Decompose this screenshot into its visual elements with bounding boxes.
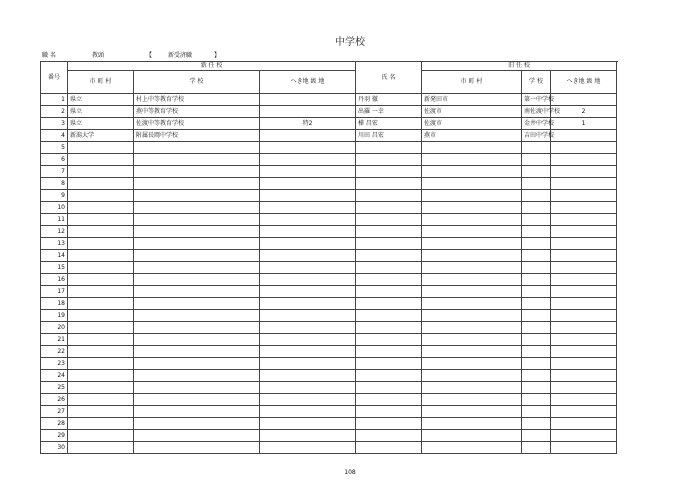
new-remote-cell: [260, 298, 356, 310]
new-remote-cell: [260, 310, 356, 322]
row-number: 29: [41, 430, 68, 442]
new-city-cell: [68, 334, 134, 346]
old-city-cell: 佐渡市: [422, 118, 522, 130]
row-number: 5: [41, 142, 68, 154]
old-school-cell: [522, 142, 551, 154]
bracket-open: 【: [146, 52, 153, 59]
name-cell: [356, 346, 422, 358]
table-row: [41, 346, 617, 358]
new-school-cell: [134, 178, 260, 190]
table-row: [41, 142, 617, 154]
old-school-cell: [522, 334, 551, 346]
old-school-cell: [522, 274, 551, 286]
new-school-cell: [134, 298, 260, 310]
old-remote-cell: [551, 214, 617, 226]
table-row: [41, 190, 617, 202]
new-remote-cell: [260, 442, 356, 454]
old-remote-cell: [551, 178, 617, 190]
new-city-cell: [68, 274, 134, 286]
old-school-cell: 金井中学校: [522, 118, 551, 130]
bracket-close: 】: [214, 52, 221, 59]
old-remote-cell: [551, 298, 617, 310]
name-cell: 樺 昌宏: [356, 118, 422, 130]
new-school-cell: [134, 334, 260, 346]
row-number: 23: [41, 358, 68, 370]
new-school-cell: [134, 370, 260, 382]
new-city-cell: [68, 154, 134, 166]
new-remote-cell: [260, 370, 356, 382]
new-remote-cell: [260, 322, 356, 334]
row-number: 17: [41, 286, 68, 298]
name-cell: [356, 262, 422, 274]
old-col-city-header: 市 町 村: [422, 71, 522, 94]
old-school-cell: [522, 166, 551, 178]
new-col-school-header: 学 校: [134, 71, 260, 94]
old-remote-cell: [551, 202, 617, 214]
old-school-group-header: 旧 任 校: [422, 62, 617, 71]
new-remote-cell: [260, 334, 356, 346]
table-row: [41, 406, 617, 418]
table-row: [41, 322, 617, 334]
old-remote-cell: [551, 262, 617, 274]
new-remote-cell: [260, 94, 356, 106]
old-school-cell: [522, 214, 551, 226]
new-remote-cell: [260, 154, 356, 166]
old-city-cell: 燕市: [422, 130, 522, 142]
old-school-cell: [522, 322, 551, 334]
row-number: 16: [41, 274, 68, 286]
new-city-cell: [68, 430, 134, 442]
new-remote-cell: [260, 406, 356, 418]
table-row: [41, 274, 617, 286]
row-number: 19: [41, 310, 68, 322]
new-school-cell: [134, 346, 260, 358]
old-city-cell: 新発田市: [422, 94, 522, 106]
old-remote-cell: [551, 322, 617, 334]
old-city-cell: [422, 154, 522, 166]
new-remote-cell: [260, 418, 356, 430]
row-number: 10: [41, 202, 68, 214]
table-row: [41, 238, 617, 250]
old-city-cell: [422, 238, 522, 250]
old-remote-cell: [551, 310, 617, 322]
row-number: 22: [41, 346, 68, 358]
table-row: [41, 118, 617, 130]
table-row: [41, 370, 617, 382]
new-remote-cell: [260, 106, 356, 118]
new-school-cell: 附属長岡中学校: [134, 130, 260, 142]
row-number: 12: [41, 226, 68, 238]
new-city-cell: [68, 226, 134, 238]
old-remote-cell: [551, 142, 617, 154]
new-school-cell: [134, 154, 260, 166]
table-row: [41, 202, 617, 214]
new-remote-cell: [260, 358, 356, 370]
old-city-cell: [422, 226, 522, 238]
name-cell: [356, 214, 422, 226]
new-school-cell: [134, 226, 260, 238]
name-cell: [356, 358, 422, 370]
new-school-cell: [134, 382, 260, 394]
category-label: 新受済職: [168, 52, 193, 59]
old-remote-cell: [551, 226, 617, 238]
row-number: 20: [41, 322, 68, 334]
row-number: 3: [41, 118, 68, 130]
old-city-cell: [422, 394, 522, 406]
old-school-cell: [522, 202, 551, 214]
new-remote-cell: [260, 226, 356, 238]
old-city-cell: [422, 202, 522, 214]
page-title: 中学校: [335, 37, 365, 48]
old-school-cell: [522, 190, 551, 202]
table-row: [41, 226, 617, 238]
old-remote-cell: [551, 166, 617, 178]
new-school-cell: [134, 310, 260, 322]
old-city-cell: [422, 142, 522, 154]
new-school-cell: 村上中等教育学校: [134, 94, 260, 106]
new-school-cell: [134, 322, 260, 334]
new-school-cell: [134, 358, 260, 370]
table-row: [41, 298, 617, 310]
row-number: 2: [41, 106, 68, 118]
old-city-cell: [422, 310, 522, 322]
old-city-cell: [422, 358, 522, 370]
old-school-cell: 吉田中学校: [522, 130, 551, 142]
new-remote-cell: [260, 394, 356, 406]
name-cell: [356, 298, 422, 310]
table-row: [41, 310, 617, 322]
new-city-cell: [68, 442, 134, 454]
new-remote-cell: [260, 178, 356, 190]
row-number: 14: [41, 250, 68, 262]
old-remote-cell: [551, 334, 617, 346]
name-cell: [356, 238, 422, 250]
old-city-cell: [422, 178, 522, 190]
old-city-cell: [422, 166, 522, 178]
new-city-cell: [68, 190, 134, 202]
old-school-cell: [522, 442, 551, 454]
old-remote-cell: [551, 358, 617, 370]
table-row: [41, 418, 617, 430]
old-city-cell: [422, 190, 522, 202]
new-city-cell: [68, 202, 134, 214]
old-remote-cell: [551, 238, 617, 250]
old-school-cell: [522, 358, 551, 370]
name-cell: [356, 430, 422, 442]
new-remote-cell: [260, 346, 356, 358]
new-school-cell: 佐渡中等教育学校: [134, 118, 260, 130]
name-cell: [356, 142, 422, 154]
name-cell: [356, 286, 422, 298]
old-city-cell: [422, 322, 522, 334]
new-city-cell: [68, 418, 134, 430]
old-school-cell: [522, 418, 551, 430]
table-row: [41, 334, 617, 346]
new-school-cell: [134, 214, 260, 226]
table-row: [41, 154, 617, 166]
row-number: 4: [41, 130, 68, 142]
new-school-cell: [134, 238, 260, 250]
new-col-remote-header: へき地 級 地: [260, 71, 356, 94]
name-cell: [356, 394, 422, 406]
old-remote-cell: 2: [551, 106, 617, 118]
new-school-cell: [134, 166, 260, 178]
name-cell: 出羅 一幸: [356, 106, 422, 118]
old-city-cell: [422, 214, 522, 226]
table-row: [41, 250, 617, 262]
name-cell: [356, 178, 422, 190]
new-remote-cell: 特2: [260, 118, 356, 130]
row-number: 24: [41, 370, 68, 382]
new-school-cell: [134, 406, 260, 418]
name-cell: [356, 310, 422, 322]
old-remote-cell: [551, 154, 617, 166]
table-row: [41, 394, 617, 406]
old-remote-cell: [551, 442, 617, 454]
new-city-cell: [68, 214, 134, 226]
old-school-cell: [522, 262, 551, 274]
new-remote-cell: [260, 166, 356, 178]
new-remote-cell: [260, 262, 356, 274]
new-remote-cell: [260, 382, 356, 394]
col-number-header: 番号: [41, 62, 68, 94]
new-school-cell: [134, 394, 260, 406]
name-cell: [356, 166, 422, 178]
table-row: [41, 94, 617, 106]
row-number: 27: [41, 406, 68, 418]
old-city-cell: [422, 250, 522, 262]
old-remote-cell: [551, 430, 617, 442]
old-city-cell: [422, 274, 522, 286]
new-city-cell: [68, 250, 134, 262]
new-remote-cell: [260, 130, 356, 142]
name-cell: [356, 370, 422, 382]
row-number: 25: [41, 382, 68, 394]
table-row: [41, 178, 617, 190]
row-number: 18: [41, 298, 68, 310]
row-number: 6: [41, 154, 68, 166]
new-city-cell: [68, 262, 134, 274]
old-city-cell: [422, 334, 522, 346]
new-school-cell: [134, 262, 260, 274]
new-city-cell: 新潟大学: [68, 130, 134, 142]
old-school-cell: 南佐渡中学校: [522, 106, 551, 118]
old-school-cell: [522, 154, 551, 166]
table-row: [41, 106, 617, 118]
row-number: 9: [41, 190, 68, 202]
table-row: [41, 442, 617, 454]
old-city-cell: [422, 370, 522, 382]
old-remote-cell: [551, 250, 617, 262]
row-number: 1: [41, 94, 68, 106]
old-school-cell: [522, 346, 551, 358]
name-cell: [356, 226, 422, 238]
old-remote-cell: 1: [551, 118, 617, 130]
new-remote-cell: [260, 250, 356, 262]
old-school-cell: [522, 286, 551, 298]
table-row: [41, 286, 617, 298]
old-city-cell: [422, 286, 522, 298]
old-remote-cell: [551, 406, 617, 418]
new-school-cell: 燕中等教育学校: [134, 106, 260, 118]
old-col-remote-header: へき地 級 地: [551, 71, 617, 94]
new-city-cell: [68, 322, 134, 334]
row-number: 13: [41, 238, 68, 250]
old-city-cell: [422, 262, 522, 274]
name-cell: [356, 250, 422, 262]
new-remote-cell: [260, 202, 356, 214]
old-school-cell: [522, 370, 551, 382]
name-cell: [356, 334, 422, 346]
row-number: 8: [41, 178, 68, 190]
name-cell: [356, 190, 422, 202]
new-remote-cell: [260, 274, 356, 286]
table-row: [41, 130, 617, 142]
new-col-city-header: 市 町 村: [68, 71, 134, 94]
old-school-cell: [522, 406, 551, 418]
new-school-cell: [134, 442, 260, 454]
new-school-cell: [134, 430, 260, 442]
new-city-cell: [68, 310, 134, 322]
new-remote-cell: [260, 430, 356, 442]
table-row: [41, 166, 617, 178]
new-city-cell: [68, 298, 134, 310]
new-school-cell: [134, 142, 260, 154]
old-school-cell: [522, 430, 551, 442]
old-remote-cell: [551, 274, 617, 286]
new-city-cell: [68, 370, 134, 382]
new-city-cell: [68, 382, 134, 394]
row-number: 7: [41, 166, 68, 178]
table-row: [41, 430, 617, 442]
name-cell: [356, 322, 422, 334]
table-row: [41, 358, 617, 370]
new-city-cell: [68, 358, 134, 370]
old-school-cell: [522, 298, 551, 310]
old-city-cell: [422, 346, 522, 358]
new-school-cell: [134, 250, 260, 262]
old-city-cell: [422, 406, 522, 418]
new-city-cell: 県立: [68, 94, 134, 106]
row-number: 15: [41, 262, 68, 274]
new-city-cell: [68, 406, 134, 418]
old-remote-cell: [551, 286, 617, 298]
name-cell: [356, 202, 422, 214]
old-remote-cell: [551, 94, 617, 106]
table-row: [41, 262, 617, 274]
table-row: [41, 382, 617, 394]
old-remote-cell: [551, 130, 617, 142]
old-school-cell: [522, 178, 551, 190]
new-remote-cell: [260, 214, 356, 226]
page-number: 108: [344, 469, 356, 476]
row-number: 28: [41, 418, 68, 430]
old-city-cell: [422, 298, 522, 310]
new-school-cell: [134, 286, 260, 298]
name-cell: [356, 274, 422, 286]
new-city-cell: [68, 142, 134, 154]
old-city-cell: [422, 442, 522, 454]
old-school-cell: [522, 310, 551, 322]
new-city-cell: [68, 238, 134, 250]
position-label: 職 名: [42, 52, 56, 59]
personnel-table: [40, 61, 617, 454]
name-cell: [356, 382, 422, 394]
old-city-cell: [422, 418, 522, 430]
old-col-school-header: 学 校: [522, 71, 551, 94]
new-city-cell: [68, 178, 134, 190]
new-school-cell: [134, 274, 260, 286]
old-city-cell: [422, 382, 522, 394]
old-city-cell: [422, 430, 522, 442]
row-number: 26: [41, 394, 68, 406]
new-school-cell: [134, 418, 260, 430]
new-city-cell: [68, 346, 134, 358]
position-value: 教頭: [92, 52, 105, 59]
name-cell: [356, 406, 422, 418]
old-remote-cell: [551, 394, 617, 406]
new-school-cell: [134, 190, 260, 202]
old-remote-cell: [551, 370, 617, 382]
old-school-cell: [522, 382, 551, 394]
old-school-cell: [522, 250, 551, 262]
row-number: 21: [41, 334, 68, 346]
new-city-cell: [68, 166, 134, 178]
old-school-cell: [522, 238, 551, 250]
new-remote-cell: [260, 238, 356, 250]
old-school-cell: [522, 394, 551, 406]
new-remote-cell: [260, 142, 356, 154]
new-city-cell: 県立: [68, 118, 134, 130]
old-remote-cell: [551, 418, 617, 430]
old-school-cell: [522, 226, 551, 238]
name-cell: [356, 418, 422, 430]
old-remote-cell: [551, 382, 617, 394]
old-city-cell: 佐渡市: [422, 106, 522, 118]
new-city-cell: [68, 394, 134, 406]
new-school-group-header: 新 任 校: [68, 62, 356, 71]
name-cell: [356, 442, 422, 454]
name-cell: [356, 154, 422, 166]
new-city-cell: 県立: [68, 106, 134, 118]
old-school-cell: 第一中学校: [522, 94, 551, 106]
name-cell: 川田 昌宏: [356, 130, 422, 142]
table-row: [41, 214, 617, 226]
row-number: 11: [41, 214, 68, 226]
old-remote-cell: [551, 346, 617, 358]
name-cell: 丹羽 徹: [356, 94, 422, 106]
new-city-cell: [68, 286, 134, 298]
new-remote-cell: [260, 190, 356, 202]
old-remote-cell: [551, 190, 617, 202]
col-name-header: 氏 名: [356, 62, 422, 94]
row-number: 30: [41, 442, 68, 454]
new-school-cell: [134, 202, 260, 214]
new-remote-cell: [260, 286, 356, 298]
